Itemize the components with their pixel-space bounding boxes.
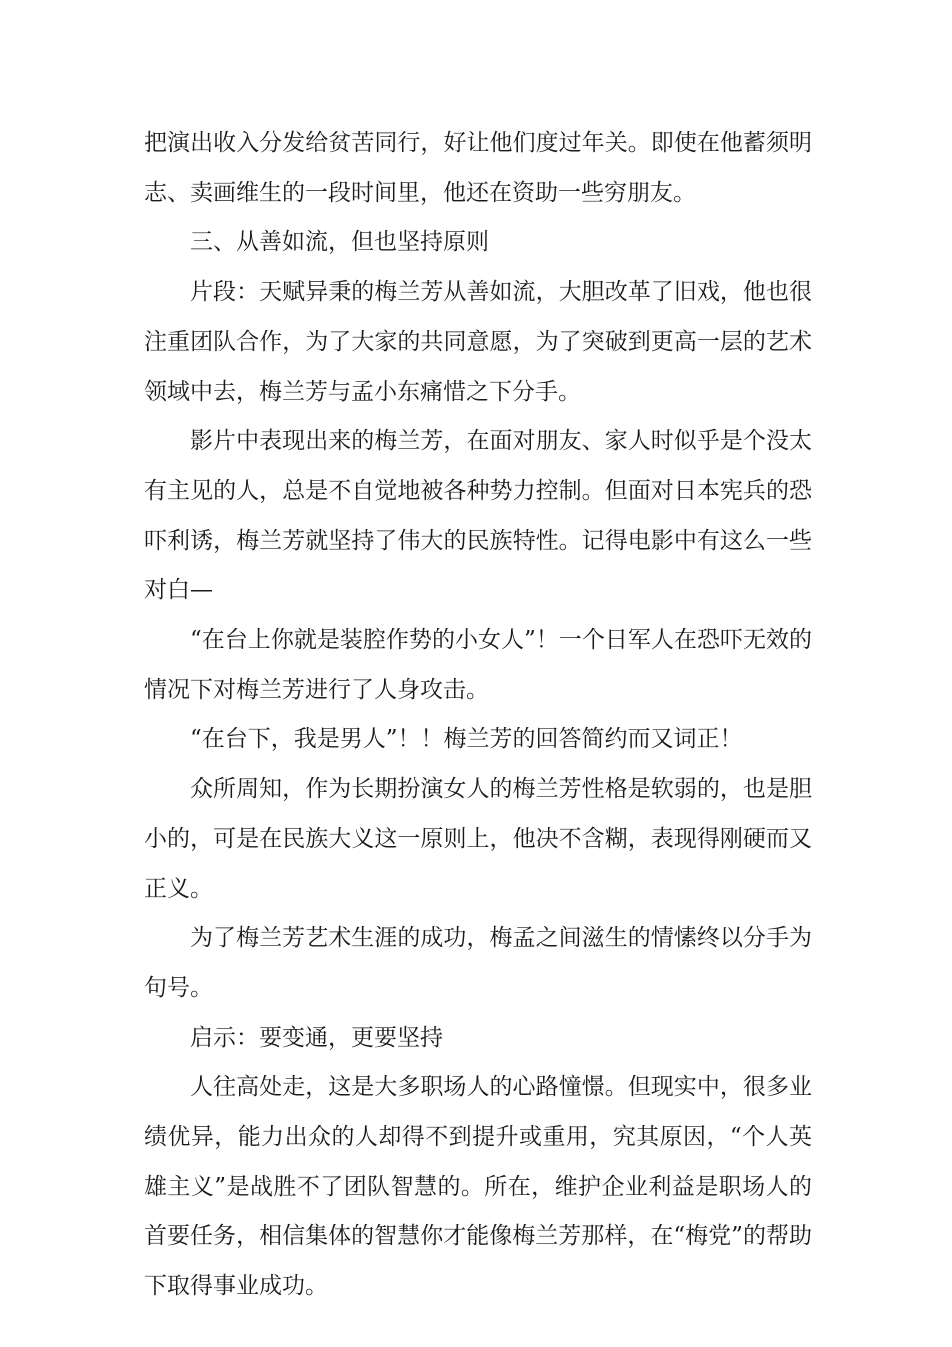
paragraph-insight-heading: 启示：要变通，更要坚持 — [190, 1024, 443, 1051]
paragraph-continuation: 把演出收入分发给贫苦同行，好让他们度过年关。即使在他蓄须明志、卖画维生的一段时间里，他还在资助一些穷朋友。 — [144, 130, 812, 206]
paragraph-insight-body: 人往高处走，这是大多职场人的心路憧憬。但现实中，很多业绩优异，能力出众的人却得不到提升或重用，究其原因，“个人英雄主义”是战胜不了团队智慧的。所在，维护企业利益是职场人的首要任务，相信集体的智慧你才能像梅兰芳那样，在“梅党”的帮助下取得事业成功。 — [144, 1074, 812, 1300]
paragraph-film-character: 影片中表现出来的梅兰芳，在面对朋友、家人时似乎是个没太有主见的人，总是不自觉地被各种势力控制。但面对日本宪兵的恐吓利诱，梅兰芳就坚持了伟大的民族特性。记得电影中有这么一些对白— — [144, 428, 812, 604]
section-heading: 三、从善如流，但也坚持原则 — [190, 229, 489, 256]
paragraph-separation: 为了梅兰芳艺术生涯的成功，梅孟之间滋生的情愫终以分手为句号。 — [144, 925, 812, 1001]
paragraph-dialogue-2: “在台下，我是男人”！！梅兰芳的回答简约而又词正！ — [190, 726, 743, 753]
document-body — [144, 119, 812, 1312]
paragraph-character-analysis: 众所周知，作为长期扮演女人的梅兰芳性格是软弱的，也是胆小的，可是在民族大义这一原则上，他决不含糊，表现得刚硬而又正义。 — [144, 776, 812, 902]
paragraph-excerpt: 片段：天赋异秉的梅兰芳从善如流，大胆改革了旧戏，他也很注重团队合作，为了大家的共同意愿，为了突破到更高一层的艺术领域中去，梅兰芳与孟小东痛惜之下分手。 — [144, 279, 812, 405]
paragraph-dialogue-1: “在台上你就是装腔作势的小女人”！一个日军人在恐吓无效的情况下对梅兰芳进行了人身攻击。 — [144, 627, 812, 703]
